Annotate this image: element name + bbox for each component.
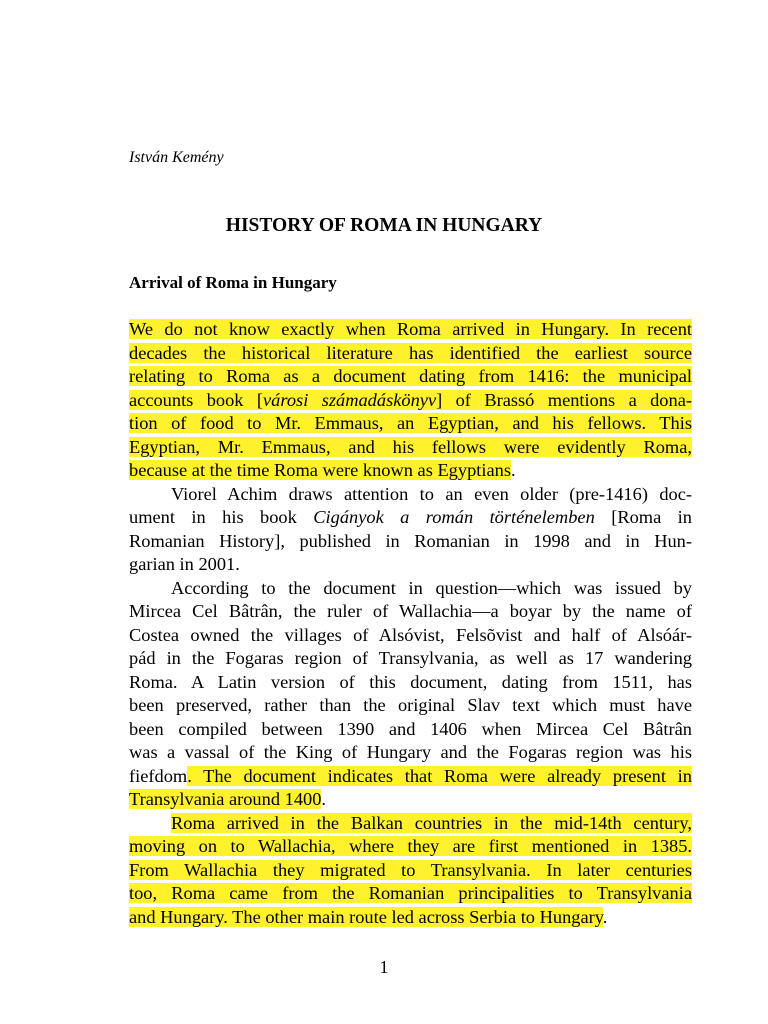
text-line: accounts book [városi számadáskönyv] of Brassó mentions a dona- bbox=[129, 389, 692, 410]
paragraph-3 bbox=[129, 577, 692, 812]
text-line: relating to Roma as a document dating from 1416: the municipal bbox=[129, 366, 692, 386]
text-line: decades the historical literature has identified the earliest source bbox=[129, 342, 692, 363]
text-line: Egyptian, Mr. Emmaus, and his fellows were evidently Roma, bbox=[129, 436, 692, 457]
text-line: pád in the Fogaras region of Transylvania, as well as 17 wandering bbox=[129, 648, 692, 668]
text-line: We do not know exactly when Roma arrived in Hungary. In recent bbox=[129, 319, 692, 339]
text-line: Viorel Achim draws attention to an even older (pre-1416) doc- bbox=[171, 483, 692, 504]
paragraph-1 bbox=[129, 318, 692, 483]
text-line: According to the document in question—which was issued by bbox=[171, 577, 692, 598]
text-line: Romanian History], published in Romanian in 1998 and in Hun- bbox=[129, 530, 692, 551]
text-line: From Wallachia they migrated to Transylvania. In later centuries bbox=[129, 859, 692, 880]
document-title: HISTORY OF ROMA IN HUNGARY bbox=[225, 215, 543, 236]
text-line: tion of food to Mr. Emmaus, an Egyptian, and his fellows. This bbox=[129, 413, 692, 433]
section-heading: Arrival of Roma in Hungary bbox=[129, 273, 337, 292]
text-line: too, Roma came from the Romanian principalities to Transylvania bbox=[129, 883, 692, 903]
text-line: garian in 2001. bbox=[129, 554, 240, 574]
text-line: Roma. A Latin version of this document, dating from 1511, has bbox=[129, 671, 692, 692]
text-line: because at the time Roma were known as Egyptians. bbox=[129, 460, 516, 480]
text-line: fiefdom. The document indicates that Roma were already present in bbox=[129, 765, 692, 786]
text-line: Costea owned the villages of Alsóvist, Felsõvist and half of Alsóár- bbox=[129, 624, 692, 645]
text-line: moving on to Wallachia, where they are first mentioned in 1385. bbox=[129, 836, 692, 856]
text-line: ument in his book Cigányok a román történelemben [Roma in bbox=[129, 507, 692, 527]
text-line: been preserved, rather than the original Slav text which must have bbox=[129, 695, 692, 715]
text-line: Transylvania around 1400. bbox=[129, 789, 327, 809]
paragraph-4 bbox=[129, 812, 692, 930]
text-line: and Hungary. The other main route led across Serbia to Hungary. bbox=[129, 906, 608, 927]
text-line: was a vassal of the King of Hungary and the Fogaras region was his bbox=[129, 742, 692, 762]
text-line: Mircea Cel Bâtrân, the ruler of Wallachia—a boyar by the name of bbox=[129, 601, 692, 621]
paragraph-2 bbox=[129, 483, 692, 577]
text-line: been compiled between 1390 and 1406 when Mircea Cel Bâtrân bbox=[129, 718, 692, 739]
text-line: Roma arrived in the Balkan countries in the mid-14th century, bbox=[171, 812, 692, 833]
author-name: István Kemény bbox=[129, 149, 224, 166]
page-number: 1 bbox=[379, 957, 389, 977]
